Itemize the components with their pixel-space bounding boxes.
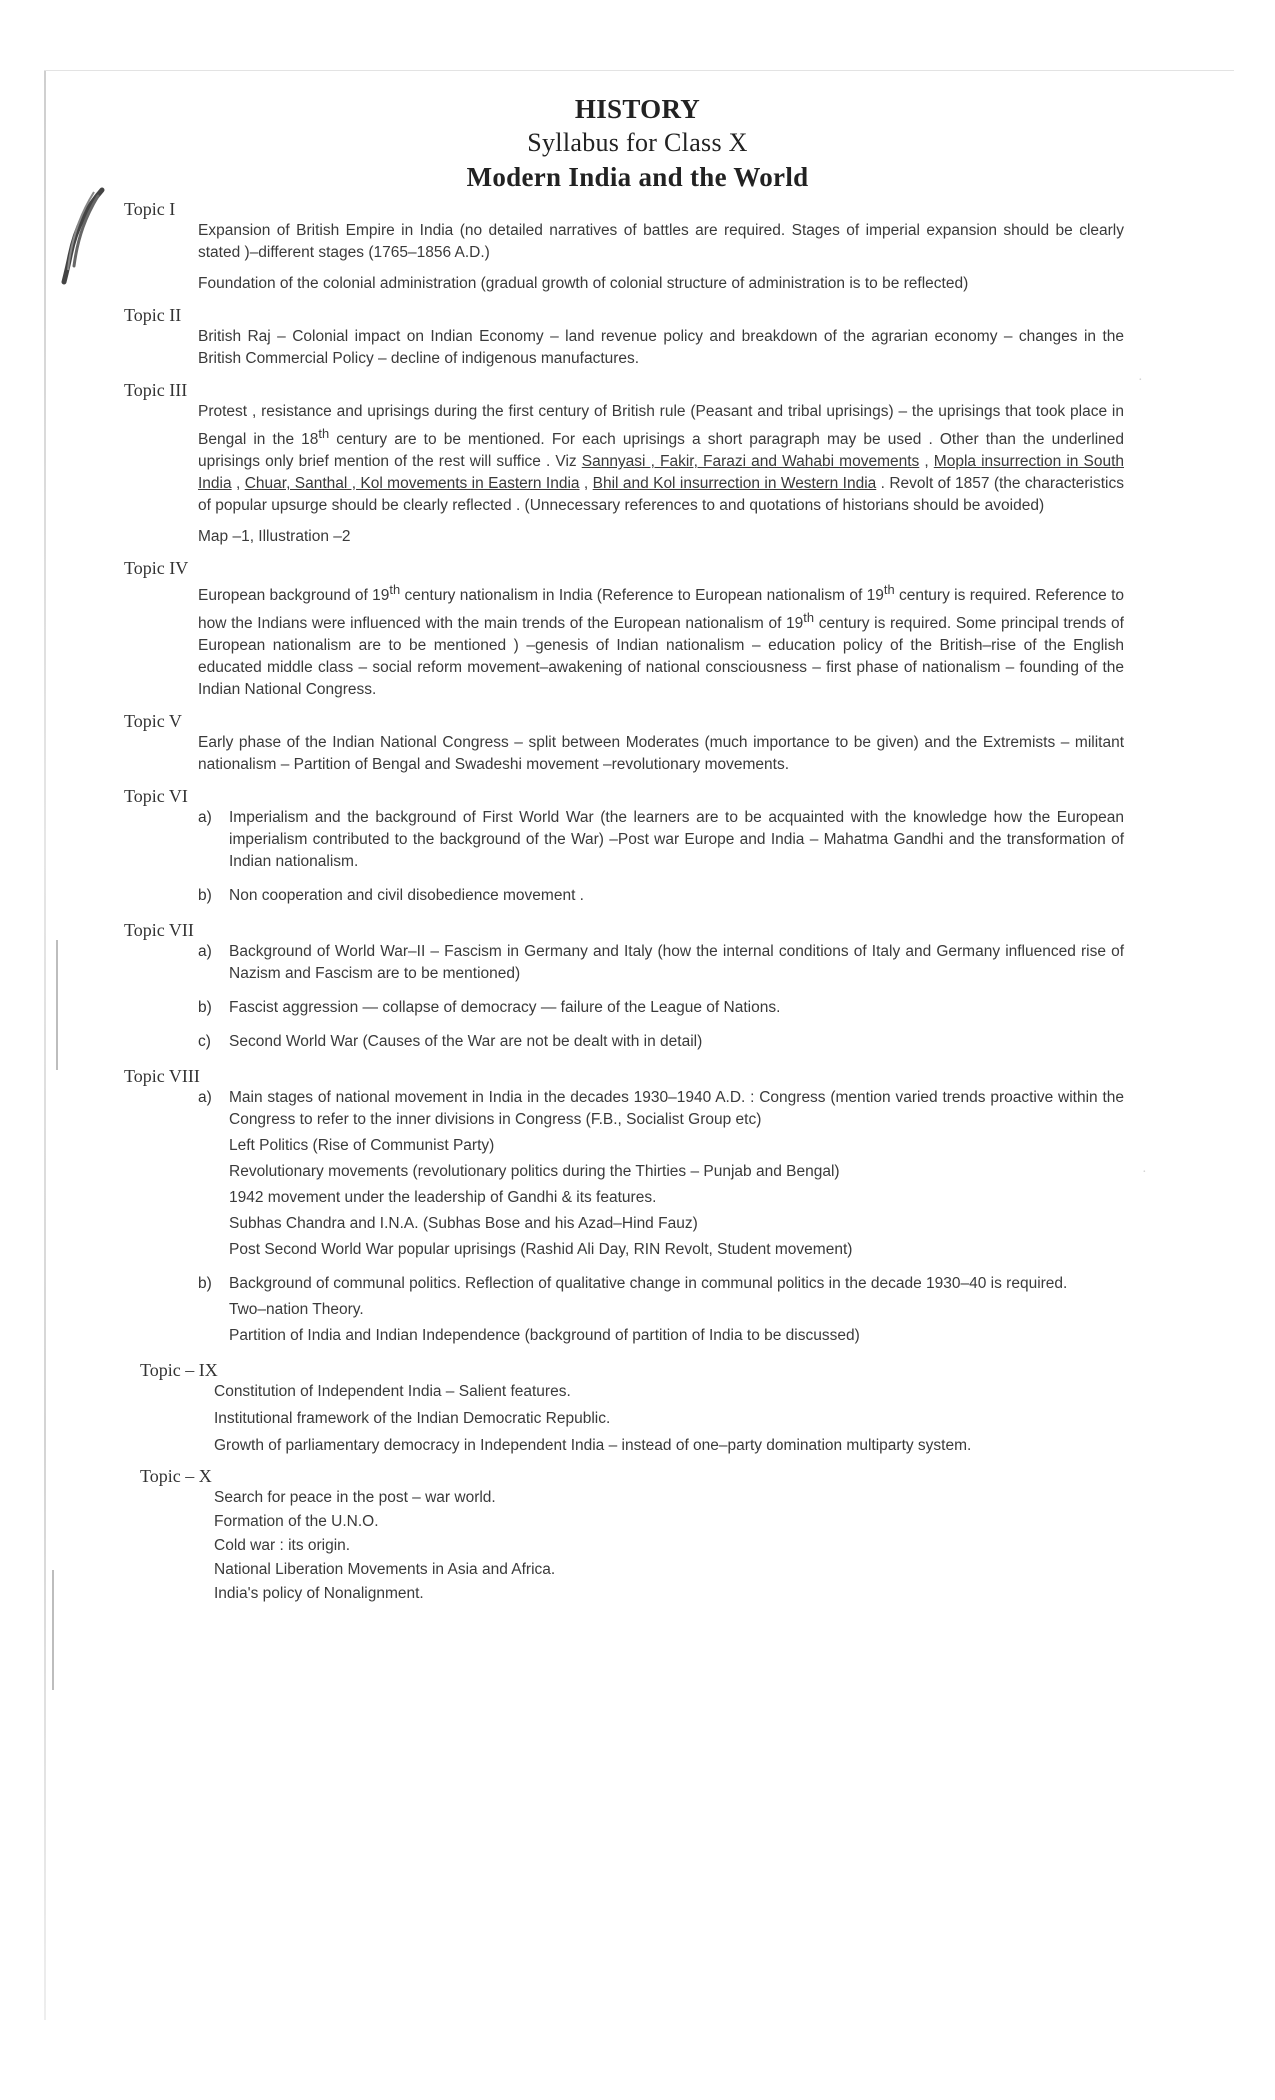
separator: , (579, 475, 593, 493)
topic-10 (124, 1465, 1124, 1605)
stray-mark: · (1138, 373, 1143, 388)
ink-scribble-mark (58, 186, 108, 286)
topic-label: Topic VI (124, 786, 188, 807)
text-run: century is required. Reference to how the Indians were influenced with the main trends of the European nationalism of 19 (198, 587, 1124, 633)
sub-item (198, 1087, 1124, 1265)
topic-line: Formation of the U.N.O. (214, 1513, 379, 1531)
item-line: Background of communal politics. Reflection of qualitative change in communal politics in the decade 1930–40 is required. (229, 1275, 1068, 1293)
item-text: Non cooperation and civil disobedience movement . (229, 887, 584, 905)
item-line: Partition of India and Indian Independence (background of partition of India to be discussed) (229, 1327, 860, 1345)
topic-label: Topic IV (124, 558, 189, 579)
separator: , (231, 475, 245, 493)
margin-line-mark (52, 1570, 54, 1690)
topic-4 (124, 557, 1124, 701)
separator: , (919, 453, 934, 471)
item-text: Imperialism and the background of First World War (the learners are to be acquainted with the knowledge how the European imperialism contributed to the background of the War) –Post war Europe and India – Mahatma Gandhi and the transformation of Indian nationalism. (229, 809, 1124, 871)
topic-label: Topic V (124, 711, 182, 732)
topic-paragraph: Growth of parliamentary democracy in Independent India – instead of one–party domination multiparty system. (214, 1437, 972, 1455)
topic-label: Topic – X (140, 1466, 212, 1487)
topic-1 (124, 198, 1124, 295)
superscript: th (389, 582, 401, 598)
syllabus-heading: Syllabus for Class X (527, 128, 748, 157)
topic-label: Topic – IX (140, 1360, 218, 1381)
item-line: Main stages of national movement in India in the decades 1930–1940 A.D. : Congress (mention varied trends proactive within the Congress to refer to the inner divisions in Congress (F.B., Socialist Group etc) (229, 1089, 1124, 1129)
item-text: Background of World War–II – Fascism in Germany and Italy (how the internal conditions of Italy and Germany influenced rise of Nazism and Fascism are to be mentioned) (229, 943, 1124, 983)
topic-paragraph: Foundation of the colonial administration (gradual growth of colonial structure of administration is to be reflected) (198, 275, 969, 292)
topic-line: India's policy of Nonalignment. (214, 1585, 424, 1603)
scan-edge-top (44, 70, 1234, 71)
item-marker: a) (198, 809, 212, 827)
topic-paragraph: British Raj – Colonial impact on Indian Economy – land revenue policy and breakdown of the agrarian economy – changes in the British Commercial Policy – decline of indigenous manufactures. (198, 328, 1124, 367)
topic-5 (124, 710, 1124, 776)
sub-item (198, 885, 1124, 911)
topic-8 (124, 1065, 1124, 1351)
subject-heading: HISTORY (574, 94, 701, 124)
topic-line: Search for peace in the post – war world. (214, 1489, 496, 1507)
underlined-uprising: Chuar, Santhal , Kol movements in Eastern India (244, 475, 580, 493)
topic-paragraph: Institutional framework of the Indian Democratic Republic. (214, 1410, 611, 1428)
topic-label: Topic III (124, 380, 188, 400)
syllabus-body (124, 198, 1124, 1613)
text-run: European background of 19 (198, 587, 390, 605)
underlined-uprising: Bhil and Kol insurrection in Western India (592, 475, 877, 493)
topic-9 (124, 1359, 1124, 1457)
topic-label: Topic I (124, 199, 176, 219)
topic-paragraph: Expansion of British Empire in India (no detailed narratives of battles are required. Stages of imperial expansion should be clearly stated )–different stages (1765–1856 A.D.) (198, 222, 1124, 261)
item-text: Fascist aggression — collapse of democracy — failure of the League of Nations. (229, 999, 781, 1017)
text-run: Protest , resistance and uprisings during the first century of British rule (Peasant and tribal uprisings) – the uprisings that took place in Bengal in the 18 (198, 403, 1124, 449)
item-marker: c) (198, 1033, 211, 1051)
text-run: century is required. Some principal trends of European nationalism are to be mentioned ) –genesis of Indian nationalism – education policy of the British–rise of the English educated middle class – social reform movement–awakening of national consciousness – first phase of nationalism – founding of the Indian National Congress. (198, 615, 1124, 699)
text-run: century nationalism in India (Reference to European nationalism of 19 (400, 587, 884, 605)
item-line: Post Second World War popular uprisings (Rashid Ali Day, RIN Revolt, Student movement) (229, 1241, 853, 1259)
item-marker: a) (198, 1089, 212, 1107)
superscript: th (803, 610, 815, 626)
item-marker: b) (198, 887, 212, 905)
item-line: Revolutionary movements (revolutionary politics during the Thirties – Punjab and Bengal) (229, 1163, 840, 1181)
document-header (0, 92, 1275, 194)
superscript: th (318, 426, 330, 441)
text-run: . Revolt of 1857 (the characteristics of popular upsurge should be clearly reflected . (Unnecessary references to and quotations of historians should be avoided) (198, 475, 1124, 515)
topic-line: National Liberation Movements in Asia and Africa. (214, 1561, 556, 1579)
sub-item (198, 997, 1124, 1023)
underlined-uprising: Mopla insurrection in South India (198, 453, 1124, 493)
syllabus-title: Modern India and the World (466, 162, 809, 192)
topic-label: Topic VII (124, 920, 194, 941)
topic-paragraph (198, 579, 1124, 701)
item-line: 1942 movement under the leadership of Gandhi & its features. (229, 1189, 657, 1207)
item-marker: a) (198, 943, 212, 961)
topic-2 (124, 304, 1124, 370)
item-line: Two–nation Theory. (229, 1301, 364, 1319)
item-line: Left Politics (Rise of Communist Party) (229, 1137, 495, 1155)
item-line: Subhas Chandra and I.N.A. (Subhas Bose and his Azad–Hind Fauz) (229, 1215, 698, 1233)
sub-item (198, 941, 1124, 989)
stray-mark: · (1142, 1165, 1147, 1180)
topic-label: Topic VIII (124, 1066, 200, 1087)
sub-item (198, 1273, 1124, 1351)
item-marker: b) (198, 999, 212, 1017)
topic-paragraph (198, 401, 1124, 517)
underlined-uprising: Sannyasi , Fakir, Farazi and Wahabi movements (581, 453, 920, 471)
text-run: century are to be mentioned. For each uprisings a short paragraph may be used . Other than the underlined uprisings only brief mention of the rest will suffice . Viz (198, 431, 1124, 471)
topic-paragraph: Early phase of the Indian National Congress – split between Moderates (much importance to be given) and the Extremists – militant nationalism – Partition of Bengal and Swadeshi movement –revolutionary movements. (198, 734, 1124, 774)
topic-paragraph: Constitution of Independent India – Salient features. (214, 1383, 571, 1401)
topic-label: Topic II (124, 305, 182, 325)
item-marker: b) (198, 1275, 212, 1293)
topic-3 (124, 379, 1124, 548)
sub-item (198, 1031, 1124, 1057)
topic-line: Cold war : its origin. (214, 1537, 351, 1555)
sub-item (198, 807, 1124, 877)
superscript: th (883, 582, 895, 598)
item-text: Second World War (Causes of the War are not be dealt with in detail) (229, 1033, 703, 1051)
map-illustration-note: Map –1, Illustration –2 (198, 528, 351, 546)
margin-line-mark (56, 940, 58, 1070)
topic-7 (124, 919, 1124, 1057)
scan-edge (44, 70, 46, 2020)
topic-6 (124, 785, 1124, 911)
